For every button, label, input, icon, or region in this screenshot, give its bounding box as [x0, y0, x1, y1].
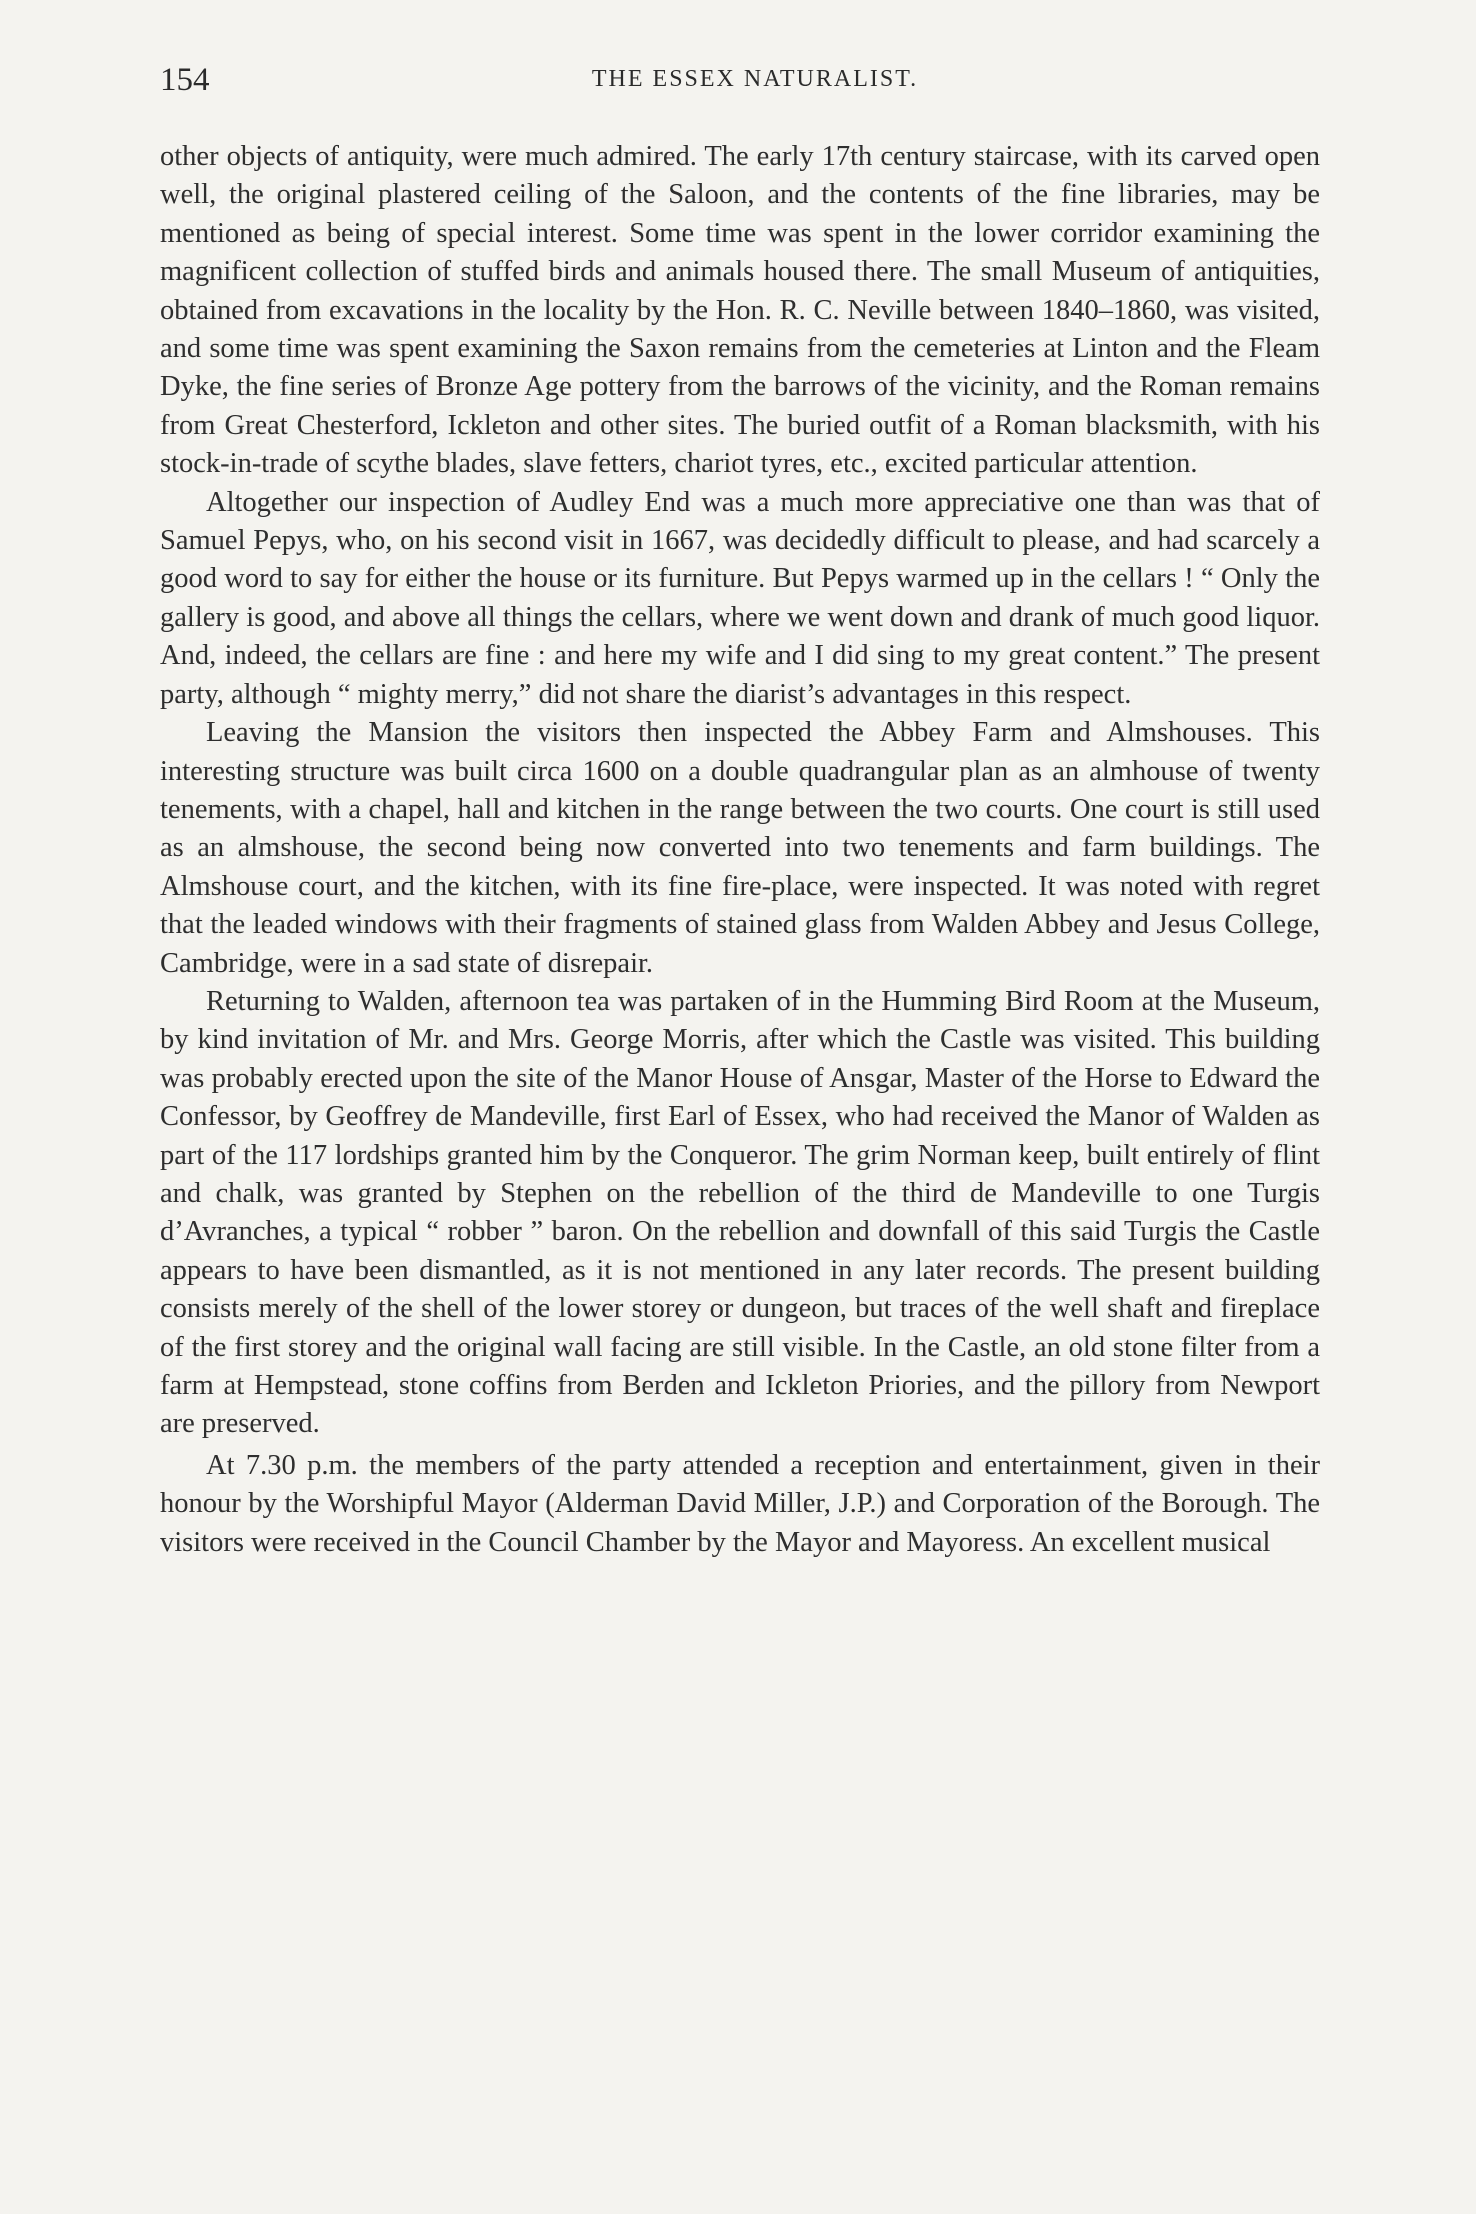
- running-header: [160, 62, 1320, 110]
- paragraph-pepys-visit: Altogether our inspection of Audley End was a much more appreciative one than was that of Samuel Pepys, who, on his second visit in 1667, was decidedly difficult to please, and had scarcely a good word to say for either the house or its furniture. But Pepys warmed up in the cellars ! “ Only the gallery is good, and above all things the cellars, where we went down and drank of much good liquor. And, indeed, the cellars are fine : and here my wife and I did sing to my great content.” The present party, although “ mighty merry,” did not share the diarist’s advantages in this respect.: [160, 486, 1320, 710]
- paragraph-audley-end-interior: other objects of antiquity, were much admired. The early 17th century staircase, with its carved open well, the original plastered ceiling of the Saloon, and the contents of the fine libraries, may be mentioned as being of special interest. Some time was spent in the lower corridor examining the magnificent collection of stuffed birds and animals housed there. The small Museum of antiquities, obtained from excavations in the locality by the Hon. R. C. Neville between 1840–1860, was visited, and some time was spent examining the Saxon remains from the cemeteries at Linton and the Fleam Dyke, the fine series of Bronze Age pottery from the barrows of the vicinity, and the Roman remains from Great Chesterford, Ickleton and other sites. The buried outfit of a Roman blacksmith, with his stock-in-trade of scythe blades, slave fetters, chariot tyres, etc., excited particular attention.: [160, 141, 1320, 480]
- paragraph-almshouses: Leaving the Mansion the visitors then inspected the Abbey Farm and Almshouses. This interesting structure was built circa 1600 on a double quadrangular plan as an almhouse of twenty tenements, with a chapel, hall and kitchen in the range between the two courts. One court is still used as an almshouse, the second being now converted into two tenements and farm buildings. The Almshouse court, and the kitchen, with its fine fire-place, were inspected. It was noted with regret that the leaded windows with their fragments of stained glass from Walden Abbey and Jesus College, Cambridge, were in a sad state of disrepair.: [160, 717, 1320, 979]
- paragraph-evening-reception: At 7.30 p.m. the members of the party attended a reception and entertainment, given in their honour by the Worshipful Mayor (Alderman David Miller, J.P.) and Corporation of the Borough. The visitors were received in the Council Chamber by the Mayor and Mayoress. An excellent musical: [160, 1449, 1320, 1558]
- running-title: THE ESSEX NATURALIST.: [591, 66, 919, 92]
- paragraph-walden-castle: Returning to Walden, afternoon tea was partaken of in the Humming Bird Room at the Museum, by kind invitation of Mr. and Mrs. George Morris, after which the Castle was visited. This building was probably erected upon the site of the Manor House of Ansgar, Master of the Horse to Edward the Confessor, by Geoffrey de Mandeville, first Earl of Essex, who had received the Manor of Walden as part of the 117 lordships granted him by the Conqueror. The grim Norman keep, built entirely of flint and chalk, was granted by Stephen on the rebellion of the third de Mandeville to one Turgis d’Avranches, a typical “ robber ” baron. On the rebellion and downfall of this said Turgis the Castle appears to have been dismantled, as it is not mentioned in any later records. The present building consists merely of the shell of the lower storey or dungeon, but traces of the well shaft and fireplace of the first storey and the original wall facing are still visible. In the Castle, an old stone filter from a farm at Hempstead, stone coffins from Berden and Ickleton Priories, and the pillory from Newport are preserved.: [160, 985, 1320, 1440]
- body-text: [160, 138, 1320, 1562]
- page-number: 154: [160, 62, 210, 98]
